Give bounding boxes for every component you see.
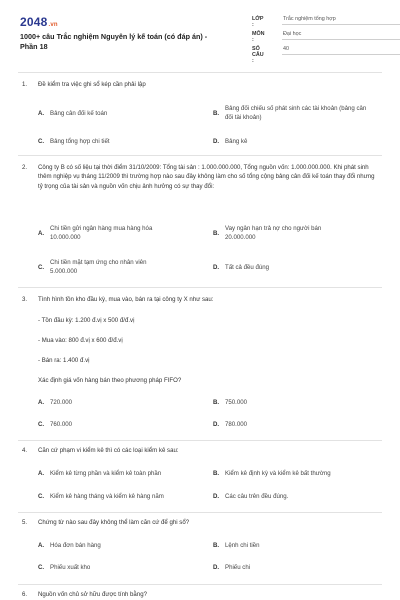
option-letter: C. bbox=[38, 564, 45, 571]
question-text: Đề kiểm tra việc ghi sổ kép cần phải lập bbox=[38, 81, 146, 88]
option-letter: C. bbox=[38, 264, 45, 271]
meta-label: MÔN : bbox=[252, 31, 265, 43]
document-title: 1000+ câu Trắc nghiệm Nguyên lý kế toán (có đáp án) - Phần 18 bbox=[20, 32, 208, 51]
question-divider bbox=[18, 155, 382, 156]
meta-label: SỐ CÂU : bbox=[252, 46, 264, 64]
option-letter: B. bbox=[213, 399, 220, 406]
question-number: 4. bbox=[22, 447, 28, 454]
question-text: Tình hình tồn kho đầu kỳ, mua vào, bán ra tại công ty X như sau: bbox=[38, 296, 214, 303]
option-text: Phiếu chi bbox=[225, 564, 251, 571]
question-text: Công ty B có số liệu tại thời điểm 31/10/2009: Tổng tài sản : 1.000.000.000, Tổng nguồn vốn: 1.000.000.000. Khi phát sinh thêm nghiệp vụ tháng 11/2009 thì trường hợp nào sau đây không làm cho số tổng cộng bảng cân đối kế toán thay đổi nhưng tỷ trọng của tài sản và nguồn vốn chịu ảnh hưởng có sự thay đổi: bbox=[38, 164, 375, 190]
question-divider bbox=[18, 512, 382, 513]
option-letter: C. bbox=[38, 421, 45, 428]
meta-value: 40 bbox=[283, 46, 289, 52]
option-text: Phiếu xuất kho bbox=[50, 564, 91, 571]
option-letter: B. bbox=[213, 470, 220, 477]
question-divider bbox=[18, 584, 382, 585]
option-text: Hóa đơn bán hàng bbox=[50, 542, 101, 549]
meta-label: LỚP : bbox=[252, 16, 264, 28]
option-text: Vay ngân hạn trả nợ cho người bán 20.000.000 bbox=[225, 225, 322, 242]
header-divider bbox=[18, 72, 382, 73]
option-letter: A. bbox=[38, 542, 45, 549]
option-letter: A. bbox=[38, 399, 45, 406]
option-text: 780.000 bbox=[225, 421, 248, 428]
meta-value: Trắc nghiệm tổng hợp bbox=[283, 16, 336, 22]
option-text: Kiểm kê hàng tháng và kiểm kê hàng năm bbox=[50, 493, 164, 500]
option-letter: A. bbox=[38, 470, 45, 477]
option-letter: B. bbox=[213, 542, 220, 549]
option-text: Các câu trên đều đúng. bbox=[225, 493, 289, 500]
site-logo[interactable] bbox=[20, 15, 58, 29]
question-number: 5. bbox=[22, 519, 28, 526]
option-letter: D. bbox=[213, 138, 220, 145]
meta-value: Đại học bbox=[283, 31, 302, 37]
question-text: Căn cứ phạm vi kiểm kê thì có các loại kiểm kê sau: bbox=[38, 447, 179, 454]
divider bbox=[282, 39, 400, 40]
question-divider bbox=[18, 440, 382, 441]
question-text: Chứng từ nào sau đây không thể làm căn cứ để ghi sổ? bbox=[38, 519, 190, 526]
header bbox=[0, 0, 400, 72]
question-number: 2. bbox=[22, 164, 28, 171]
option-text: Bảng kê bbox=[225, 138, 248, 145]
option-text: Kiểm kê định kỳ và kiểm kê bất thường bbox=[225, 470, 331, 477]
option-text: Chi tiền mặt tạm ứng cho nhân viên 5.000.000 bbox=[50, 259, 147, 276]
option-letter: C. bbox=[38, 493, 45, 500]
option-letter: B. bbox=[213, 230, 220, 237]
question-prompt-text: Xác định giá vốn hàng bán theo phương pháp FIFO? bbox=[38, 377, 182, 384]
question-number: 3. bbox=[22, 296, 28, 303]
option-text: Bảng cân đối kế toán bbox=[50, 110, 108, 117]
question-number: 1. bbox=[22, 81, 28, 88]
option-text: Tất cả đều đúng bbox=[225, 264, 270, 271]
option-text: 720.000 bbox=[50, 399, 73, 406]
option-letter: C. bbox=[38, 138, 45, 145]
logo-suffix: .vn bbox=[48, 22, 58, 28]
option-text: Chi tiền gửi ngân hàng mua hàng hóa 10.000.000 bbox=[50, 225, 153, 242]
question-text: Nguồn vốn chủ sở hữu được tính bằng? bbox=[38, 591, 147, 598]
question-divider bbox=[18, 287, 382, 288]
option-letter: D. bbox=[213, 564, 220, 571]
stock-opening-text: - Tồn đầu kỳ: 1.200 đ.vị x 500 đ/đ.vị bbox=[38, 317, 135, 324]
option-letter: D. bbox=[213, 493, 220, 500]
option-text: Bảng tổng hợp chi tiết bbox=[50, 138, 110, 145]
logo-text: 2048 bbox=[20, 15, 48, 29]
option-letter: A. bbox=[38, 230, 45, 237]
divider bbox=[282, 54, 400, 55]
option-letter: A. bbox=[38, 110, 45, 117]
question-number: 6. bbox=[22, 591, 28, 598]
divider bbox=[282, 24, 400, 25]
option-text: Kiểm kê từng phần và kiểm kê toàn phần bbox=[50, 470, 162, 477]
option-text: 760.000 bbox=[50, 421, 73, 428]
stock-sold-text: - Bán ra: 1.400 đ.vị bbox=[38, 357, 90, 364]
option-text: Bảng đối chiếu số phát sinh các tài khoản (bảng cân đối tài khoản) bbox=[225, 105, 367, 122]
option-text: Lệnh chi tiền bbox=[225, 542, 260, 549]
option-letter: D. bbox=[213, 264, 220, 271]
stock-purchase-text: - Mua vào: 800 đ.vị x 600 đ/đ.vị bbox=[38, 337, 123, 344]
option-text: 750.000 bbox=[225, 399, 248, 406]
option-letter: B. bbox=[213, 110, 220, 117]
option-letter: D. bbox=[213, 421, 220, 428]
